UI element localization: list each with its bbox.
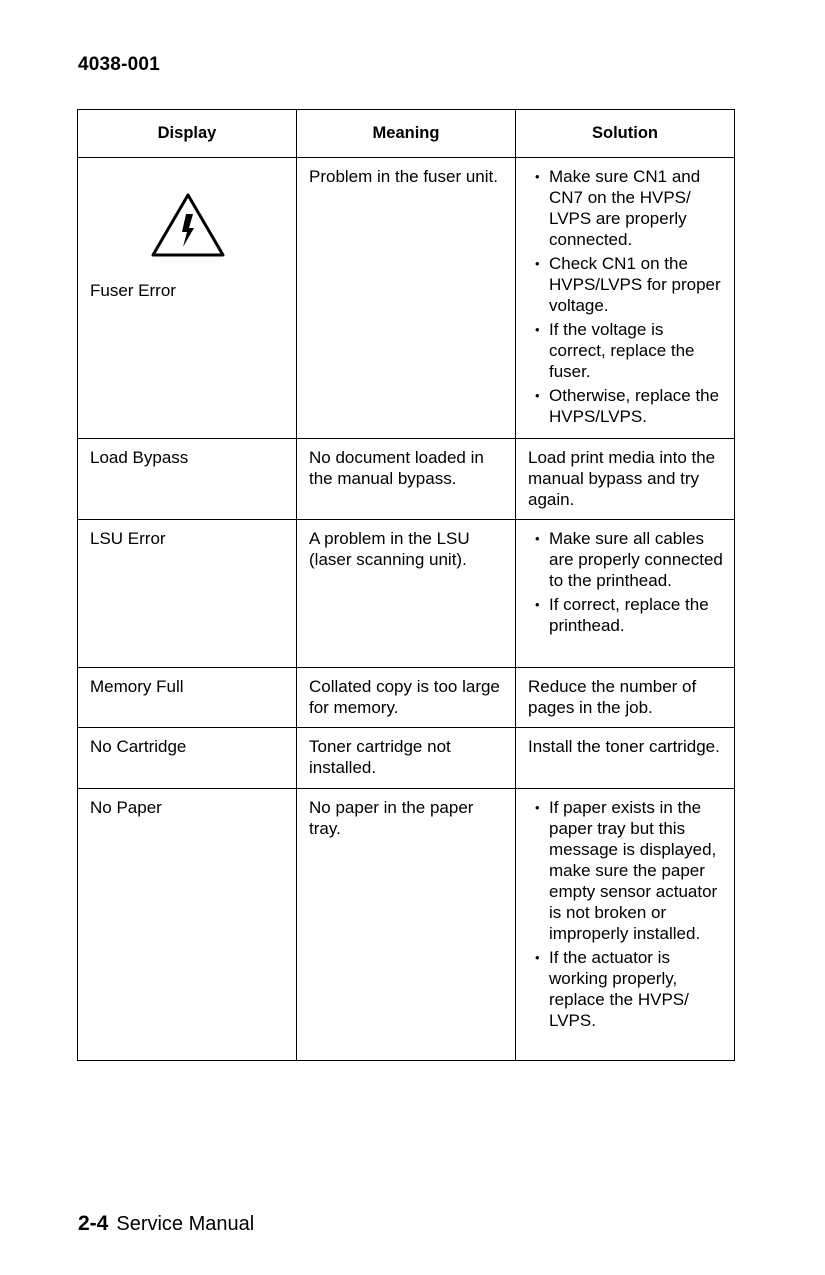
solution-item: • Check CN1 on the HVPS/LVPS for proper voltage.: [528, 253, 724, 316]
solution-item: • Make sure all cables are properly connected to the printhead.: [528, 528, 724, 591]
display-text: Load Bypass: [90, 448, 189, 467]
display-cell: [78, 520, 297, 668]
solution-item: • If the actuator is working properly, replace the HVPS/ LVPS.: [528, 947, 724, 1031]
solution-list: [528, 797, 724, 1031]
column-header-solution: Solution: [516, 110, 735, 158]
error-message-table: [77, 109, 735, 1061]
column-header-meaning: Meaning: [297, 110, 516, 158]
display-cell: [78, 439, 297, 520]
page-footer: [78, 1212, 254, 1236]
solution-item: • If correct, replace the printhead.: [528, 594, 724, 636]
solution-item: • If paper exists in the paper tray but this message is displayed, make sure the paper empty sensor actuator is not broken or improperly installed.: [528, 797, 724, 944]
page-number: 2-4: [78, 1212, 109, 1235]
solution-list: [528, 528, 724, 636]
display-cell: [78, 789, 297, 1061]
solution-item: • Make sure CN1 and CN7 on the HVPS/ LVPS are properly connected.: [528, 166, 724, 250]
solution-item: • Otherwise, replace the HVPS/LVPS.: [528, 385, 724, 427]
solution-cell: [516, 789, 735, 1061]
solution-text: Install the toner cartridge.: [528, 737, 720, 756]
meaning-cell: [297, 668, 516, 728]
meaning-cell: [297, 520, 516, 668]
solution-cell: [516, 439, 735, 520]
solution-list: [528, 166, 724, 427]
display-cell: [78, 158, 297, 439]
meaning-cell: [297, 439, 516, 520]
table-row: [78, 789, 735, 1061]
table-row: [78, 439, 735, 520]
meaning-cell: [297, 789, 516, 1061]
solution-text: Load print media into the manual bypass and try again.: [528, 448, 716, 509]
meaning-text: Problem in the fuser unit.: [309, 167, 498, 186]
meaning-cell: [297, 158, 516, 439]
display-text: No Cartridge: [90, 737, 187, 756]
solution-cell: [516, 728, 735, 789]
table-row: [78, 520, 735, 668]
meaning-text: A problem in the LSU (laser scanning unit).: [309, 529, 470, 569]
column-header-display: Display: [78, 110, 297, 158]
meaning-cell: [297, 728, 516, 789]
table-row: [78, 728, 735, 789]
solution-text: Reduce the number of pages in the job.: [528, 677, 697, 717]
display-text: Memory Full: [90, 677, 184, 696]
meaning-text: Toner cartridge not installed.: [309, 737, 451, 777]
solution-cell: [516, 158, 735, 439]
meaning-text: No document loaded in the manual bypass.: [309, 448, 484, 488]
meaning-text: No paper in the paper tray.: [309, 798, 474, 838]
solution-cell: [516, 520, 735, 668]
display-cell: [78, 728, 297, 789]
meaning-text: Collated copy is too large for memory.: [309, 677, 500, 717]
manual-title: Service Manual: [116, 1213, 255, 1235]
solution-item: • If the voltage is correct, replace the fuser.: [528, 319, 724, 382]
table-row: [78, 158, 735, 439]
display-cell: [78, 668, 297, 728]
electrical-hazard-warning-icon: [150, 192, 226, 258]
table-row: [78, 668, 735, 728]
document-id: 4038-001: [78, 54, 160, 75]
display-text: No Paper: [90, 798, 162, 817]
display-text: Fuser Error: [90, 281, 176, 300]
display-text: LSU Error: [90, 529, 166, 548]
solution-cell: [516, 668, 735, 728]
table-header-row: [78, 110, 735, 158]
